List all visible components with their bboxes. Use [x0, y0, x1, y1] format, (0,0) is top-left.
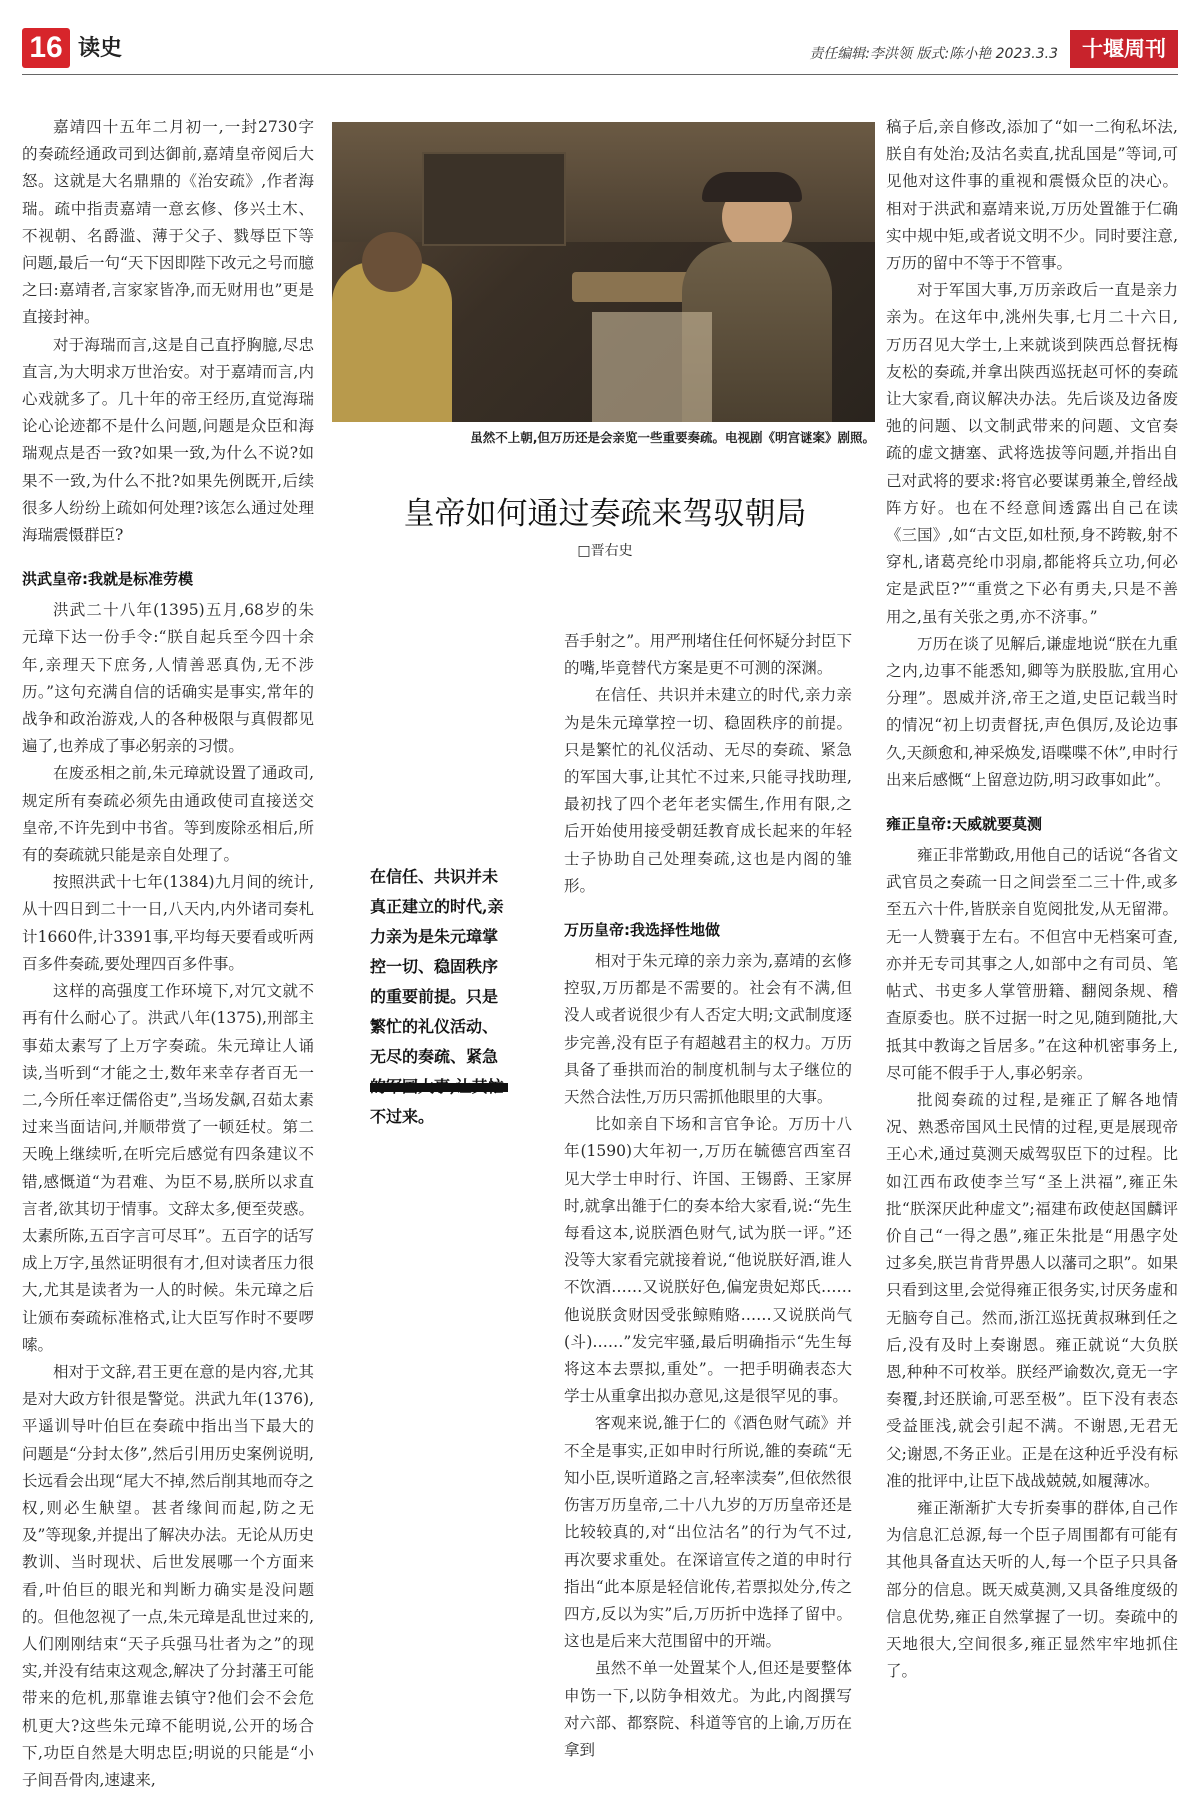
subheading: 洪武皇帝:我就是标准劳模 [22, 570, 193, 589]
paragraph: 洪武二十八年(1395)五月,68岁的朱元璋下达一份手令:“朕自起兵至今四十余年,亲理天下庶务,人情善恶真伪,无不涉历。”这句充满自信的话确实是事实,常年的战争和政治游戏,人的各种极限与真假都见遍了,也养成了事必躬亲的习惯。 [22, 601, 314, 756]
paragraph: 批阅奏疏的过程,是雍正了解各地情况、熟悉帝国风土民情的过程,更是展现帝王心术,通过莫测天威驾驭臣下的过程。比如江西布政使李兰写“圣上洪福”,雍正朱批“朕深厌此种虚文”;福建布政使赵国麟评价自己“一得之愚”,雍正朱批是“用愚字处过多矣,朕岂肯背畀愚人以藩司之职”。如果只看到这里,会觉得雍正很务实,讨厌务虚和无脑夸自己。然而,浙江巡抚黄叔琳到任之后,没有及时上奏谢恩。雍正就说“大负朕恩,种种不可枚举。朕经严谕数次,竟无一字奏覆,封还朕谕,可恶至极”。臣下没有表态受益匪浅,就会引起不满。不谢恩,无君无父;谢恩,不务正业。正是在这种近乎没有标准的批评中,让臣下战战兢兢,如履薄冰。 [886, 1090, 1178, 1490]
page-header [22, 28, 1178, 75]
author-byline: □晋右史 [577, 543, 633, 559]
pull-quote-bar [370, 1083, 508, 1092]
drama-still-photo [332, 122, 875, 422]
paragraph: 对于海瑞而言,这是自己直抒胸臆,尽忠直言,为大明求万世治安。对于嘉靖而言,内心戏就多了。几十年的帝王经历,直觉海瑞论心论迹都不是什么问题,问题是众臣和海瑞观点是否一致?如果一致,为什么不说?如果不一致,为什么不批?如果先例既开,后续很多人纷纷上疏如何处理?该怎么通过处理海瑞震慑群臣? [22, 335, 314, 545]
paragraph: 稿子后,亲自修改,添加了“如一二徇私坏法,朕自有处治;及沽名卖直,扰乱国是”等词,可见他对这件事的重视和震慑众臣的决心。相对于洪武和嘉靖来说,万历处置雒于仁确实中规中矩,或者说文明不少。同时要注意,万历的留中不等于不管事。 [886, 118, 1178, 273]
article-title: 皇帝如何通过奏疏来驾驭朝局 [403, 496, 807, 532]
column-right [886, 114, 1178, 1685]
paragraph: 在废丞相之前,朱元璋就设置了通政司,规定所有奏疏必须先由通政使司直接送交皇帝,不许先到中书省。等到废除丞相后,所有的奏疏就只能是亲自处理了。 [22, 764, 314, 865]
newspaper-logo: 十堰周刊 [1070, 30, 1178, 68]
paragraph: 客观来说,雒于仁的《酒色财气疏》并不全是事实,正如申时行所说,雒的奏疏“无知小臣,误听道路之言,轻率渎奏”,但依然很伤害万历皇帝,二十八九岁的万历皇帝还是比较较真的,对“出位沽名”的行为气不过,再次要求重处。在深谙宣传之道的申时行指出“此本原是轻信讹传,若票拟处分,传之四方,反以为实”后,万历折中选择了留中。这也是后来大范围留中的开端。 [564, 1414, 852, 1651]
paragraph: 在信任、共识并未建立的时代,亲力亲为是朱元璋掌控一切、稳固秩序的前提。只是繁忙的礼仪活动、无尽的奏疏、紧急的军国大事,让其忙不过来,只能寻找助理,最初找了四个老年老实儒生,作用有限,之后开始使用接受朝廷教育成长起来的年轻士子协助自己处理奏疏,这也是内阁的雏形。 [564, 686, 852, 895]
column-middle [564, 628, 852, 1764]
subheading: 雍正皇帝:天威就要莫测 [886, 815, 1042, 834]
paragraph: 这样的高强度工作环境下,对冗文就不再有什么耐心了。洪武八年(1375),刑部主事茹太素写了上万字奏疏。朱元璋让人诵读,当听到“才能之士,数年来幸存者百无一二,今所任率迂儒俗吏”,当场发飙,召茹太素过来当面诘问,并顺带赏了一顿廷杖。第二天晚上继续听,在听完后感觉有四条建议不错,感慨道“为君难、为臣不易,朕所以求直言者,欲其切于情事。文辞太多,便至荧惑。太素所陈,五百字言可尽耳”。五百字的话写成上万字,虽然证明很有才,但对读者压力很大,尤其是读者为一人的时候。朱元璋之后让颁布奏疏标准格式,让大臣写作时不要啰嗦。 [22, 982, 314, 1354]
section-title: 读史 [78, 36, 123, 61]
column-left [22, 114, 314, 1794]
photo-caption: 虽然不上朝,但万历还是会亲览一些重要奏疏。电视剧《明宫谜案》剧照。 [470, 430, 875, 445]
pull-quote: 在信任、共识并未真正建立的时代,亲力亲为是朱元璋掌控一切、稳固秩序的重要前提。只是繁忙的礼仪活动、无尽的奏疏、紧急 不过来。 [370, 867, 504, 1126]
paragraph: 相对于文辞,君王更在意的是内容,尤其是对大政方针很是警觉。洪武九年(1376),平遥训导叶伯巨在奏疏中指出当下最大的问题是“分封太侈”,然后引用历史案例说明,长远看会出现“尾大不掉,然后削其地而夺之权,则必生觖望。甚者缘间而起,防之无及”等现象,并提出了解决办法。无论从历史教训、当时现状、后世发展哪一个方面来看,叶伯巨的眼光和判断力确实是没问题的。但他忽视了一点,朱元璋是乱世过来的,人们刚刚结束“天子兵强马壮者为之”的现实,并没有结束这观念,解决了分封藩王可能带来的危机,那靠谁去镇守?他们会不会危机更大?这些朱元璋不能明说,公开的场合下,功臣自然是大明忠臣;明说的只能是“小子间吾骨肉,速逮来, [22, 1362, 314, 1789]
paragraph: 吾手射之”。用严刑堵住任何怀疑分封臣下的嘴,毕竟替代方案是更不可测的深渊。 [564, 632, 852, 678]
paragraph: 虽然不单一处置某个人,但还是要整体申饬一下,以防争相效尤。为此,内阁撰写对六部、都察院、科道等官的上谕,万历在拿到 [564, 1659, 852, 1759]
editor-credits: 责任编辑:李洪领 版式:陈小艳 2023.3.3 [809, 46, 1058, 62]
paragraph: 嘉靖四十五年二月初一,一封2730字的奏疏经通政司到达御前,嘉靖皇帝阅后大怒。这就是大名鼎鼎的《治安疏》,作者海瑞。疏中指责嘉靖一意玄修、侈兴土木、不视朝、名爵滥、薄于父子、戮辱臣下等问题,最后一句“天下因即陛下改元之号而臆之曰:嘉靖者,言家家皆净,而无财用也”更是直接封神。 [22, 118, 314, 327]
page-number: 16 [22, 28, 70, 68]
paragraph: 按照洪武十七年(1384)九月间的统计,从十四日到二十一日,八天内,内外诸司奏札计1660件,计3391事,平均每天要看或听两百多件奏疏,要处理四百多件事。 [22, 873, 314, 973]
paragraph: 万历在谈了见解后,谦虚地说“朕在九重之内,边事不能悉知,卿等为朕股肱,宜用心分理”。恩威并济,帝王之道,史臣记载当时的情况“初上切责督抚,声色俱厉,及论边事久,天颜愈和,神采焕发,语喋喋不休”,申时行出来后感慨“上留意边防,明习政事如此”。 [886, 634, 1178, 789]
paragraph: 雍正非常勤政,用他自己的话说“各省文武官员之奏疏一日之间尝至二三十件,或多至五六十件,皆朕亲自览阅批发,从无留滞。无一人赞襄于左右。不但宫中无档案可查,亦并无专司其事之人,如部中之有司员、笔帖式、书吏多人掌管册籍、翻阅条规、稽查原委也。朕不过据一时之见,随到随批,大抵其中教诲之旨居多。”在这种机密事务上,尽可能不假手于人,事必躬亲。 [886, 846, 1178, 1082]
subheading: 万历皇帝:我选择性地做 [564, 921, 720, 940]
paragraph: 雍正渐渐扩大专折奏事的群体,自己作为信息汇总源,每一个臣子周围都有可能有其他具备直达天听的人,每一个臣子只具备部分的信息。既天威莫测,又具备维度级的信息优势,雍正自然掌握了一切。奏疏中的天地很大,空间很多,雍正显然牢牢地抓住了。 [886, 1498, 1178, 1681]
paragraph: 相对于朱元璋的亲力亲为,嘉靖的玄修控驭,万历都是不需要的。社会有不满,但没人或者说很少有人否定大明;文武制度逐步完善,没有臣子有超越君主的权力。万历具备了垂拱而治的制度机制与太子继位的天然合法性,万历只需抓他眼里的大事。 [564, 952, 852, 1107]
paragraph: 比如亲自下场和言官争论。万历十八年(1590)大年初一,万历在毓德宫西室召见大学士申时行、许国、王锡爵、王家屏时,就拿出雒于仁的奏本给大家看,说:“先生每看这本,说朕酒色财气,试为朕一评。”还没等大家看完就接着说,“他说朕好酒,谁人不饮酒……又说朕好色,偏宠贵妃郑氏……他说朕贪财因受张鲸贿赂……又说朕尚气(斗)……”发完牢骚,最后明确指示“先生每将这本去票拟,重处”。一把手明确表态大学士从重拿出拟办意见,这是很罕见的事。 [564, 1115, 852, 1406]
paragraph: 对于军国大事,万历亲政后一直是亲力亲为。在这年中,洮州失事,七月二十六日,万历召见大学士,上来就谈到陕西总督抚梅友松的奏疏,并拿出陕西巡抚赵可怀的奏疏让大家看,商议解决办法。先后谈及边备废弛的问题、以文制武带来的问题、文官奏疏的虚文搪塞、武将选拔等问题,并指出自己对武将的要求:将官必要谋勇兼全,曾经战阵方好。也在不经意间透露出自己在读《三国》,如“古文臣,如杜预,身不跨鞍,射不穿札,诸葛亮纶巾羽扇,都能将兵立功,何必定是武臣?”“重赏之下必有勇夫,只是不善用之,虽有关张之勇,亦不济事。” [886, 281, 1178, 626]
